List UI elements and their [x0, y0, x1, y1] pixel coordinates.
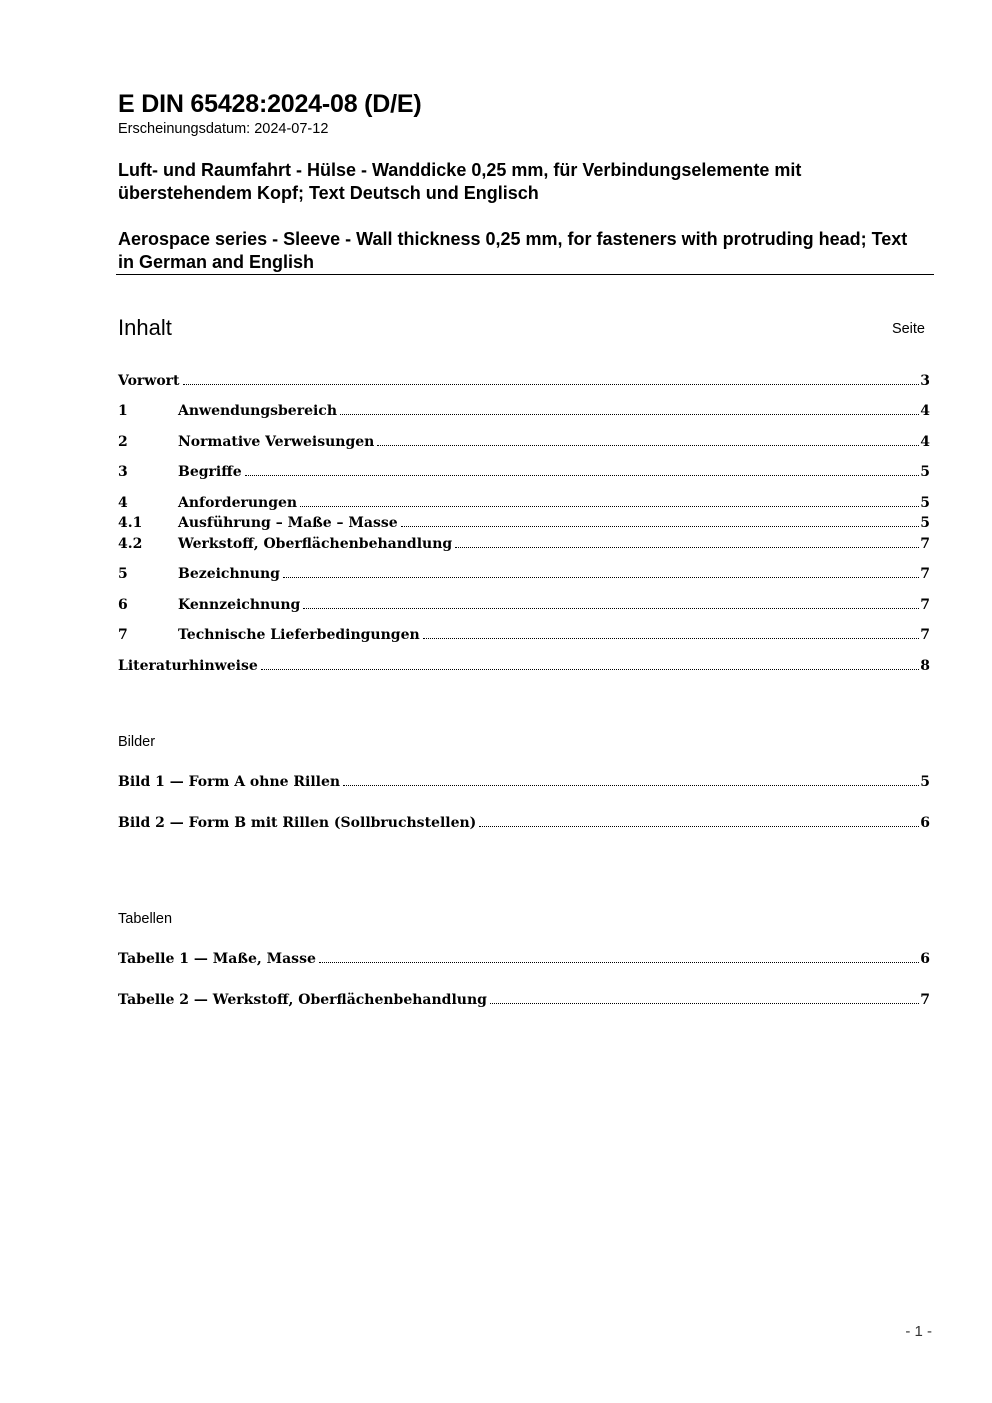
dot-leader: [298, 494, 919, 508]
toc-entry-number: 4.1: [118, 515, 143, 531]
toc-entry-page: 7: [920, 597, 930, 613]
toc-entry-page: 3: [920, 373, 930, 389]
dot-leader: [375, 433, 919, 447]
toc-entry-ausfuehrung[interactable]: [118, 513, 930, 533]
table-entry-1[interactable]: [118, 949, 930, 969]
figure-entry-2[interactable]: [118, 813, 930, 833]
figures-heading: Bilder: [118, 734, 156, 750]
dot-leader: [477, 814, 919, 828]
toc-entry-page: 7: [920, 536, 930, 552]
toc-entry-label: Anwendungsbereich: [178, 403, 337, 419]
toc-entry-number: 4.2: [118, 536, 143, 552]
toc-entry-number: 7: [118, 627, 128, 643]
toc-entry-label: Werkstoff, Oberflächenbehandlung: [178, 536, 453, 552]
header-divider: [116, 274, 934, 275]
toc-entry-page: 4: [920, 434, 930, 450]
title-english: Aerospace series - Sleeve - Wall thickness 0,25 mm, for fasteners with protruding head; Text in German and English: [118, 229, 908, 272]
toc-entry-page: 4: [920, 403, 930, 419]
toc-entry-label: Bezeichnung: [178, 566, 280, 582]
toc-entry-number: 5: [118, 566, 128, 582]
toc-entry-page: 5: [920, 495, 930, 511]
toc-entry-kennzeichnung[interactable]: [118, 595, 930, 615]
title-german: Luft- und Raumfahrt - Hülse - Wanddicke 0,25 mm, für Verbindungselemente mit überstehendem Kopf; Text Deutsch und Englisch: [118, 160, 802, 203]
toc-heading: Inhalt: [118, 315, 172, 340]
figure-entry-label: Bild 1 — Form A ohne Rillen: [118, 774, 341, 790]
page-column-label: Seite: [891, 321, 925, 337]
dot-leader: [341, 773, 919, 787]
toc-entry-label: Anforderungen: [178, 495, 298, 511]
toc-entry-begriffe[interactable]: [118, 462, 930, 482]
toc-entry-bezeichnung[interactable]: [118, 564, 930, 584]
figure-entry-label: Bild 2 — Form B mit Rillen (Sollbruchstellen): [118, 815, 477, 831]
toc-entry-label: Begriffe: [178, 464, 242, 480]
toc-entry-vorwort[interactable]: [118, 371, 930, 391]
table-entry-label: Tabelle 1 — Maße, Masse: [118, 951, 316, 967]
dot-leader: [453, 535, 919, 549]
toc-entry-anforderungen[interactable]: [118, 493, 930, 513]
toc-entry-page: 8: [920, 658, 930, 674]
toc-entry-label: Ausführung – Maße – Masse: [178, 515, 398, 531]
toc-entry-page: 7: [920, 627, 930, 643]
page-number: - 1 -: [905, 1323, 932, 1340]
toc-entry-label: Technische Lieferbedingungen: [178, 627, 420, 643]
toc-entry-anwendungsbereich[interactable]: [118, 401, 930, 421]
toc-entry-label: Normative Verweisungen: [178, 434, 375, 450]
toc-entry-number: 1: [118, 403, 128, 419]
table-entry-label: Tabelle 2 — Werkstoff, Oberflächenbehandlung: [118, 992, 487, 1008]
table-entry-2[interactable]: [118, 990, 930, 1010]
toc-entry-label: Literaturhinweise: [118, 658, 258, 674]
figure-entry-page: 6: [920, 815, 930, 831]
toc-entry-page: 5: [920, 464, 930, 480]
toc-entry-normative-verweisungen[interactable]: [118, 432, 930, 452]
dot-leader: [338, 402, 919, 416]
table-entry-page: 7: [920, 992, 930, 1008]
toc-entry-number: 3: [118, 464, 128, 480]
toc-entry-label: Kennzeichnung: [178, 597, 301, 613]
toc-entry-number: 2: [118, 434, 128, 450]
dot-leader: [259, 657, 920, 671]
dot-leader: [181, 372, 920, 386]
toc-entry-werkstoff[interactable]: [118, 534, 930, 554]
toc-entry-literaturhinweise[interactable]: [118, 656, 930, 676]
tables-heading: Tabellen: [118, 911, 173, 927]
dot-leader: [399, 514, 920, 528]
document-id: E DIN 65428:2024-08 (D/E): [118, 90, 422, 118]
toc-entry-label: Vorwort: [118, 373, 180, 389]
toc-entry-page: 5: [920, 515, 930, 531]
dot-leader: [421, 626, 920, 640]
toc-entry-number: 4: [118, 495, 128, 511]
dot-leader: [301, 596, 919, 610]
toc-entry-lieferbedingungen[interactable]: [118, 625, 930, 645]
dot-leader: [281, 565, 919, 579]
dot-leader: [317, 950, 919, 964]
dot-leader: [243, 463, 920, 477]
toc-entry-page: 7: [920, 566, 930, 582]
toc-entry-number: 6: [118, 597, 128, 613]
figure-entry-page: 5: [920, 774, 930, 790]
dot-leader: [488, 991, 919, 1005]
table-entry-page: 6: [920, 951, 930, 967]
figure-entry-1[interactable]: [118, 772, 930, 792]
publication-date: Erscheinungsdatum: 2024-07-12: [118, 121, 329, 137]
